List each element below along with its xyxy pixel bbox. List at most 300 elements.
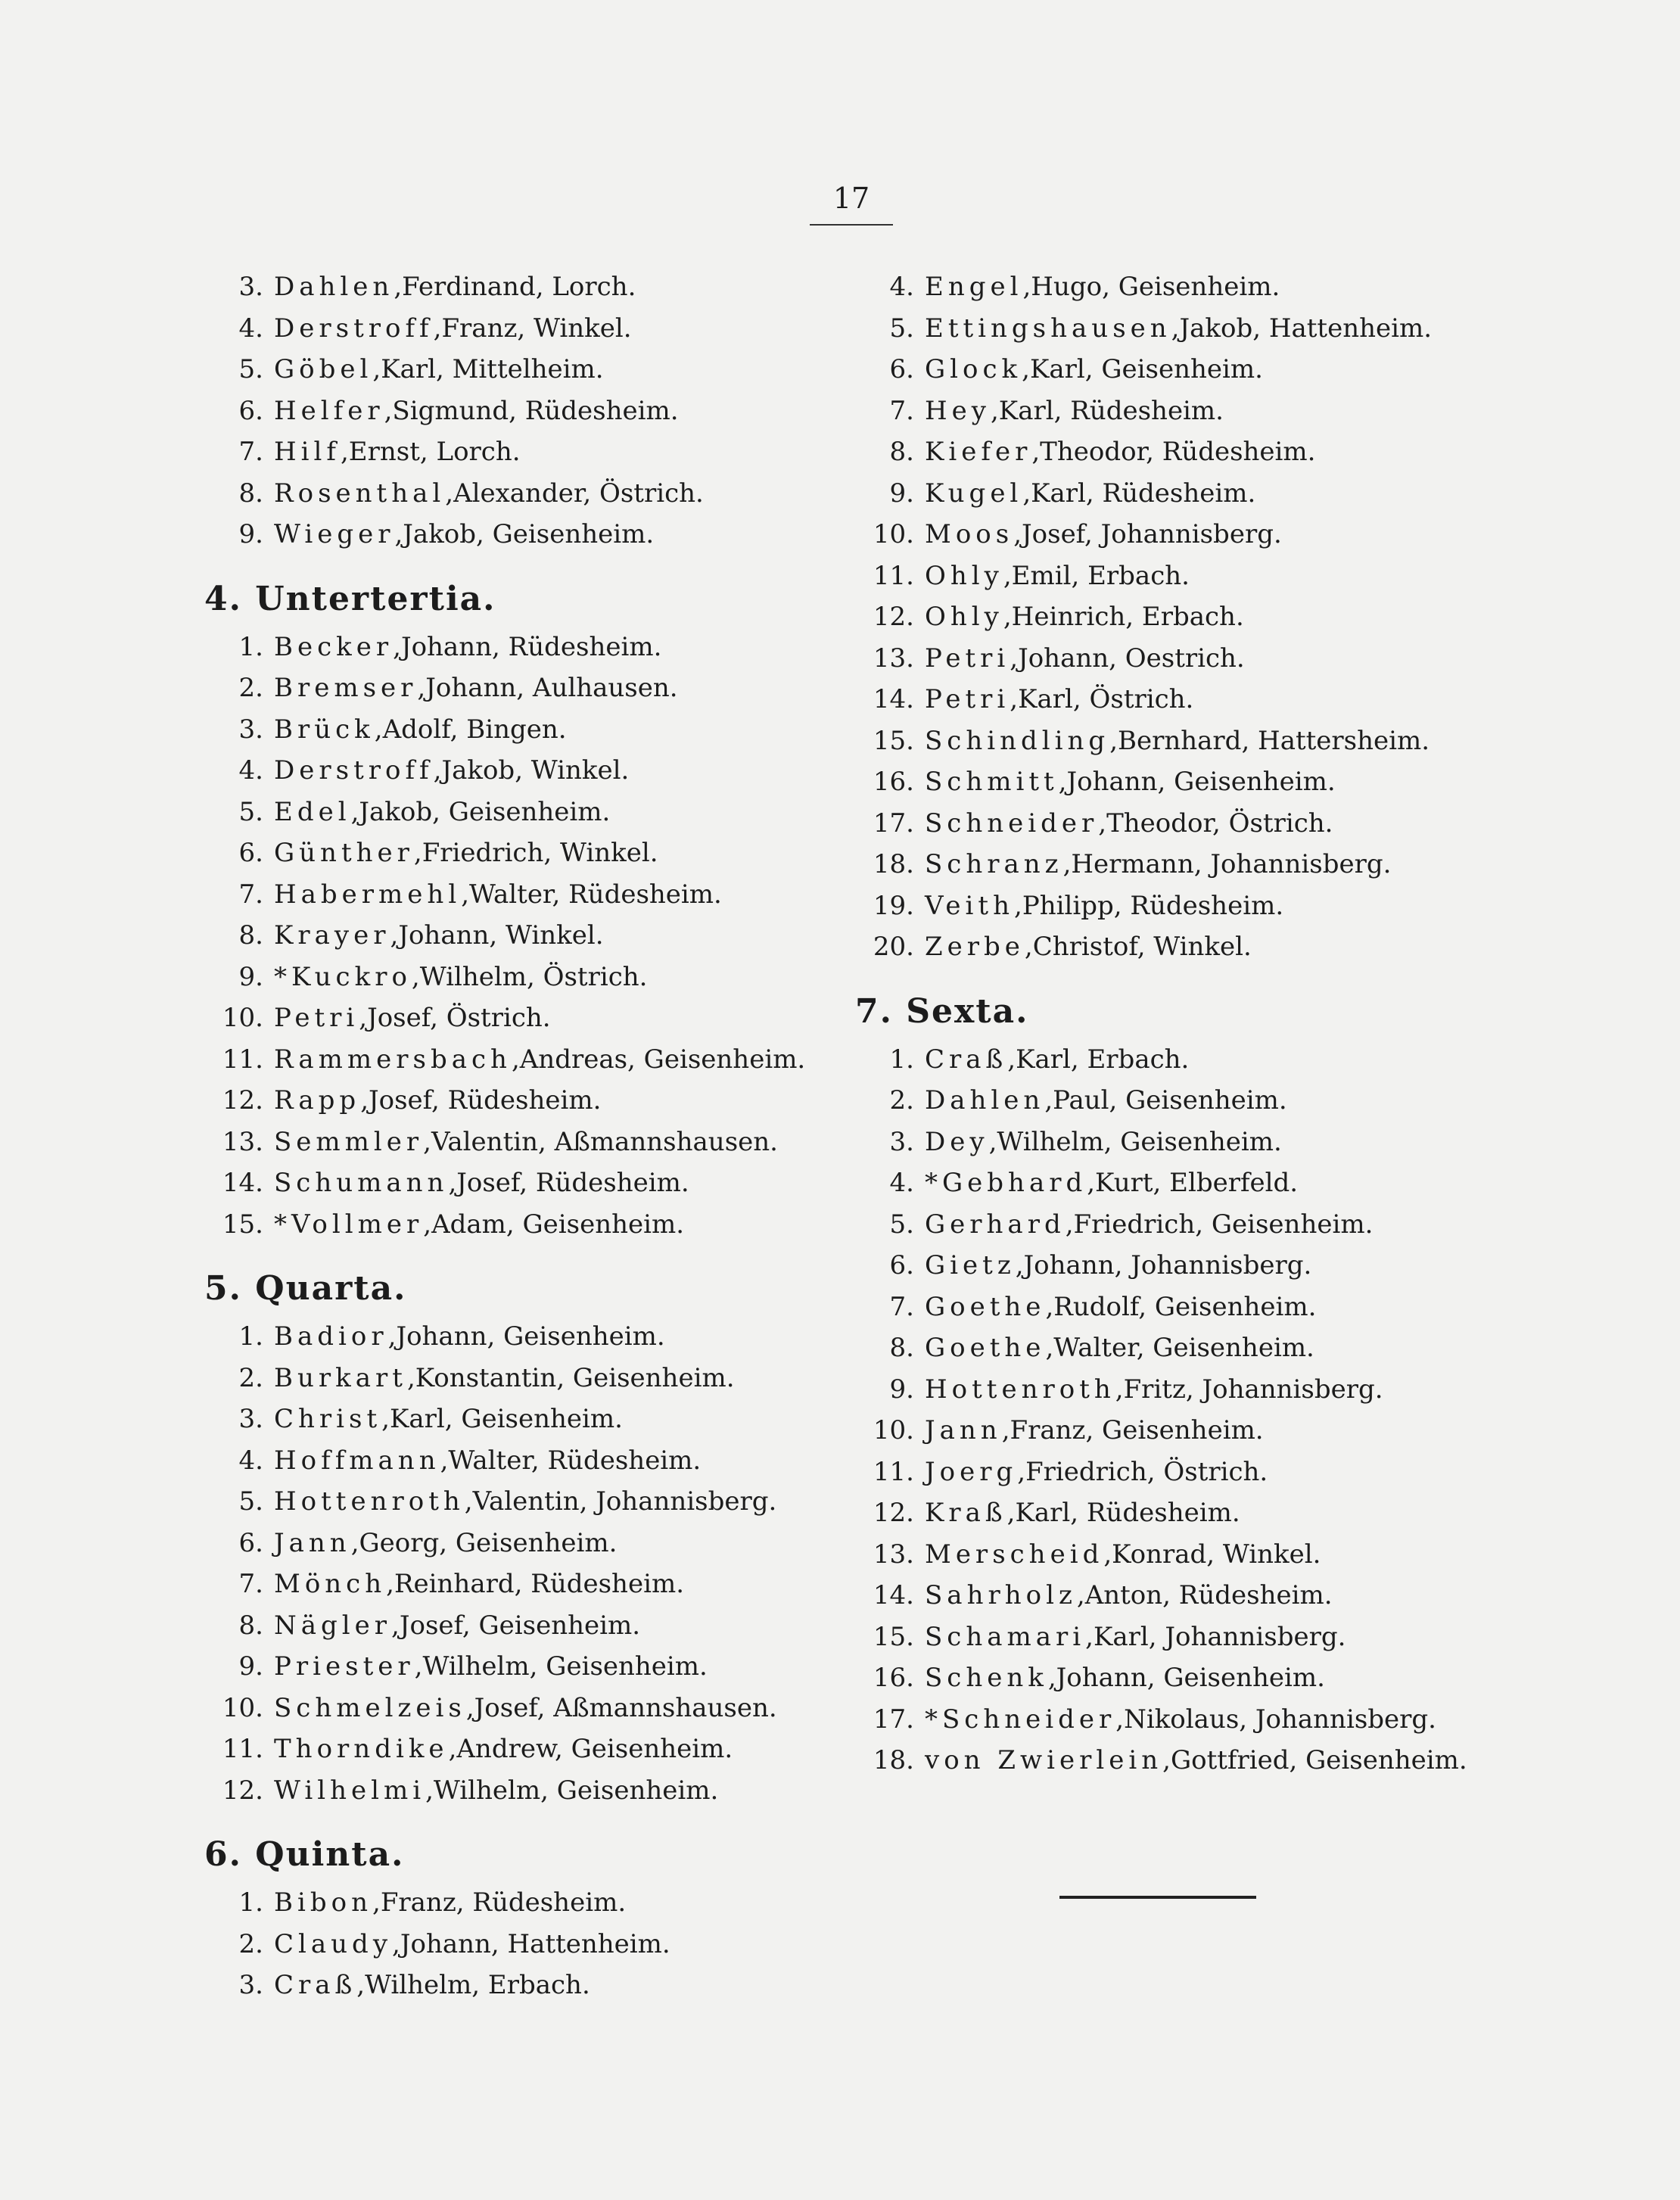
entry-number: 8. xyxy=(238,1610,263,1641)
student-given-name-and-town: Karl, Rüdesheim. xyxy=(1015,1498,1240,1528)
student-surname: Krayer xyxy=(274,920,390,951)
entry-number: 9. xyxy=(889,478,914,509)
separator: , xyxy=(1085,1621,1094,1652)
separator: , xyxy=(988,1126,997,1157)
entry-number: 1. xyxy=(238,1321,263,1352)
separator: , xyxy=(1022,478,1031,509)
student-given-name-and-town: Heinrich, Erbach. xyxy=(1011,602,1244,632)
entry-number: 11. xyxy=(222,1044,263,1075)
entry-number: 4. xyxy=(238,313,263,344)
separator: , xyxy=(413,838,422,868)
entry-number: 17. xyxy=(873,807,914,839)
student-given-name-and-town: Paul, Geisenheim. xyxy=(1053,1085,1287,1116)
separator: , xyxy=(340,437,349,467)
separator: , xyxy=(1045,1333,1054,1363)
student-surname: Schranz xyxy=(925,849,1063,879)
entry-number: 4. xyxy=(889,272,914,302)
separator: , xyxy=(1003,602,1012,632)
entry-number: 15. xyxy=(873,1621,914,1652)
student-surname: Petri xyxy=(925,684,1010,714)
separator: , xyxy=(1044,1085,1053,1116)
student-given-name-and-town: Franz, Winkel. xyxy=(441,313,632,344)
student-given-name-and-town: Karl, Geisenheim. xyxy=(389,1404,623,1434)
separator: , xyxy=(417,673,426,703)
student-entry xyxy=(204,1481,855,1523)
student-given-name-and-town: Josef, Aßmannshausen. xyxy=(474,1692,777,1723)
student-entry xyxy=(855,1410,1612,1452)
entry-number: 13. xyxy=(873,643,914,674)
entry-number: 10. xyxy=(222,1003,263,1033)
student-entry xyxy=(204,1122,855,1163)
student-entry xyxy=(855,514,1612,555)
student-surname: Dahlen xyxy=(925,1085,1045,1116)
student-surname: Becker xyxy=(274,631,394,662)
student-surname: Derstroff xyxy=(274,755,434,786)
separator: , xyxy=(386,1569,394,1599)
student-surname: Engel xyxy=(925,272,1023,302)
student-entry xyxy=(204,1688,855,1729)
entry-number: 2. xyxy=(238,1362,263,1393)
class-heading: 7. Sexta. xyxy=(855,991,1029,1031)
separator: , xyxy=(1013,519,1022,549)
student-given-name-and-town: Fritz, Johannisberg. xyxy=(1123,1374,1383,1405)
class-heading: 5. Quarta. xyxy=(204,1269,407,1308)
separator: , xyxy=(387,1321,397,1352)
student-surname: Hottenroth xyxy=(925,1374,1115,1405)
student-surname: Gietz xyxy=(925,1250,1016,1280)
class-heading: 6. Quinta. xyxy=(204,1835,405,1874)
student-given-name-and-town: Josef, Östrich. xyxy=(367,1003,551,1033)
student-surname: Wieger xyxy=(274,519,395,549)
student-given-name-and-town: Karl, Geisenheim. xyxy=(1029,354,1263,384)
entry-number: 10. xyxy=(873,519,914,549)
student-surname: Burkart xyxy=(274,1362,407,1393)
student-list xyxy=(204,1882,855,2006)
student-entry xyxy=(204,1080,855,1122)
student-surname: Veith xyxy=(925,890,1014,921)
entry-number: 12. xyxy=(222,1085,263,1116)
separator: , xyxy=(423,1126,431,1157)
student-given-name-and-town: Christof, Winkel. xyxy=(1032,932,1252,962)
student-given-name-and-town: Johann, Rüdesheim. xyxy=(400,631,662,662)
entry-number: 1. xyxy=(238,1887,263,1918)
student-given-name-and-town: Wilhelm, Geisenheim. xyxy=(433,1775,719,1806)
student-entry xyxy=(204,266,855,308)
student-given-name-and-town: Walter, Geisenheim. xyxy=(1053,1333,1314,1363)
student-surname: Kugel xyxy=(925,478,1023,509)
student-given-name-and-town: Philipp, Rüdesheim. xyxy=(1022,890,1284,921)
class-section-quinta xyxy=(204,1828,855,2006)
student-given-name-and-town: Karl, Rüdesheim. xyxy=(998,395,1224,426)
entry-number: 16. xyxy=(873,767,914,797)
separator: , xyxy=(1047,1663,1056,1693)
entry-number: 3. xyxy=(238,1404,263,1434)
student-given-name-and-town: Josef, Johannisberg. xyxy=(1022,519,1282,549)
student-surname: Glock xyxy=(925,354,1022,384)
student-given-name-and-town: Alexander, Östrich. xyxy=(453,478,704,509)
student-surname: Hilf xyxy=(274,437,341,467)
separator: , xyxy=(1014,890,1022,921)
entry-number: 11. xyxy=(873,560,914,591)
student-entry xyxy=(855,803,1612,845)
student-entry xyxy=(204,1523,855,1564)
entry-number: 3. xyxy=(238,1970,263,2000)
student-given-name-and-town: Jakob, Winkel. xyxy=(441,755,630,786)
separator: , xyxy=(1006,1498,1016,1528)
student-entry xyxy=(204,473,855,515)
separator: , xyxy=(394,519,403,549)
student-entry xyxy=(855,1287,1612,1328)
entry-number: 6. xyxy=(238,395,263,426)
student-surname: *Gebhard xyxy=(925,1168,1087,1198)
student-surname: Goethe xyxy=(925,1333,1046,1363)
student-entry xyxy=(855,431,1612,473)
student-given-name-and-town: Wilhelm, Geisenheim. xyxy=(997,1126,1282,1157)
student-entry xyxy=(204,1729,855,1770)
separator: , xyxy=(1022,354,1030,384)
student-surname: Gerhard xyxy=(925,1209,1066,1240)
separator: , xyxy=(445,478,454,509)
student-surname: Moos xyxy=(925,519,1014,549)
separator: , xyxy=(372,1887,381,1918)
student-surname: Hoffmann xyxy=(274,1445,440,1476)
separator: , xyxy=(372,354,381,384)
student-given-name-and-town: Reinhard, Rüdesheim. xyxy=(394,1569,685,1599)
separator: , xyxy=(423,1209,432,1240)
entry-number: 4. xyxy=(889,1168,914,1198)
entry-number: 14. xyxy=(873,684,914,714)
student-entry xyxy=(204,1564,855,1605)
class-section-continued xyxy=(855,266,1612,968)
student-entry xyxy=(855,391,1612,432)
student-given-name-and-town: Jakob, Hattenheim. xyxy=(1179,313,1433,344)
student-surname: Nägler xyxy=(274,1610,392,1641)
student-given-name-and-town: Karl, Erbach. xyxy=(1016,1044,1190,1075)
entry-number: 1. xyxy=(889,1044,914,1075)
entry-number: 2. xyxy=(889,1085,914,1116)
separator: , xyxy=(1103,1539,1112,1570)
student-surname: Badior xyxy=(274,1321,388,1352)
entry-number: 5. xyxy=(889,313,914,344)
student-surname: Schmitt xyxy=(925,767,1059,797)
entry-number: 7. xyxy=(889,395,914,426)
separator: , xyxy=(465,1692,474,1723)
entry-number: 20. xyxy=(873,932,914,962)
entry-number: 18. xyxy=(873,849,914,879)
student-entry xyxy=(855,1534,1612,1576)
student-surname: Mönch xyxy=(274,1569,387,1599)
student-surname: Christ xyxy=(274,1404,382,1434)
student-given-name-and-town: Andrew, Geisenheim. xyxy=(456,1734,733,1764)
class-heading: 4. Untertertia. xyxy=(204,579,496,618)
student-entry xyxy=(204,391,855,432)
separator: , xyxy=(394,272,403,302)
separator: , xyxy=(359,1003,368,1033)
student-entry xyxy=(204,997,855,1039)
student-surname: Bibon xyxy=(274,1887,372,1918)
student-given-name-and-town: Wilhelm, Östrich. xyxy=(419,961,648,992)
page-number: 17 xyxy=(832,182,870,215)
student-surname: Goethe xyxy=(925,1291,1046,1322)
entry-number: 3. xyxy=(238,714,263,745)
separator: , xyxy=(448,1168,457,1198)
student-surname: Göbel xyxy=(274,354,373,384)
student-surname: Ettingshausen xyxy=(925,313,1171,344)
entry-number: 11. xyxy=(873,1456,914,1487)
student-entry xyxy=(204,308,855,350)
entry-number: 6. xyxy=(238,838,263,868)
student-entry xyxy=(204,1965,855,2006)
student-entry xyxy=(855,555,1612,597)
closing-rule xyxy=(1059,1896,1256,1899)
student-given-name-and-town: Walter, Rüdesheim. xyxy=(469,879,722,910)
student-entry xyxy=(855,1575,1612,1617)
student-entry xyxy=(855,1039,1612,1081)
separator: , xyxy=(384,395,393,426)
student-entry xyxy=(855,1452,1612,1493)
entry-number: 16. xyxy=(873,1663,914,1693)
student-surname: Dey xyxy=(925,1126,989,1157)
separator: , xyxy=(1065,1209,1074,1240)
separator: , xyxy=(1001,1415,1010,1445)
student-entry xyxy=(855,1617,1612,1658)
entry-number: 4. xyxy=(238,755,263,786)
entry-number: 2. xyxy=(238,673,263,703)
entry-number: 6. xyxy=(889,354,914,384)
student-surname: Rammersbach xyxy=(274,1044,512,1075)
separator: , xyxy=(1003,560,1012,591)
class-section-quarta xyxy=(204,1262,855,1811)
student-given-name-and-town: Anton, Rüdesheim. xyxy=(1084,1580,1333,1610)
student-surname: Craß xyxy=(274,1970,357,2000)
separator: , xyxy=(1098,807,1107,839)
entry-number: 12. xyxy=(873,602,914,632)
separator: , xyxy=(392,1928,400,1959)
student-surname: Priester xyxy=(274,1651,415,1682)
student-surname: Günther xyxy=(274,838,414,868)
separator: , xyxy=(1058,767,1067,797)
separator: , xyxy=(433,755,442,786)
student-given-name-and-town: Johann, Geisenheim. xyxy=(1056,1663,1325,1693)
separator: , xyxy=(1010,643,1019,674)
student-given-name-and-town: Theodor, Rüdesheim. xyxy=(1040,437,1316,467)
separator: , xyxy=(350,1527,359,1558)
entry-number: 17. xyxy=(873,1704,914,1735)
student-entry xyxy=(855,1327,1612,1369)
student-entry xyxy=(204,1162,855,1204)
entry-number: 12. xyxy=(222,1775,263,1806)
entry-number: 7. xyxy=(889,1291,914,1322)
entry-number: 9. xyxy=(889,1374,914,1405)
student-entry xyxy=(855,638,1612,680)
student-entry xyxy=(855,308,1612,350)
student-entry xyxy=(204,627,855,668)
student-entry xyxy=(855,1245,1612,1287)
student-given-name-and-town: Ferdinand, Lorch. xyxy=(402,272,636,302)
student-entry xyxy=(855,1122,1612,1163)
entry-number: 7. xyxy=(238,879,263,910)
student-surname: Petri xyxy=(925,643,1010,674)
student-given-name-and-town: Friedrich, Geisenheim. xyxy=(1073,1209,1374,1240)
student-given-name-and-town: Johann, Geisenheim. xyxy=(396,1321,665,1352)
student-list xyxy=(204,1316,855,1811)
entry-number: 3. xyxy=(238,272,263,302)
student-given-name-and-town: Rudolf, Geisenheim. xyxy=(1053,1291,1317,1322)
student-entry xyxy=(204,1924,855,1965)
student-surname: Rapp xyxy=(274,1085,361,1116)
student-entry xyxy=(855,926,1612,968)
student-given-name-and-town: Karl, Östrich. xyxy=(1018,684,1194,714)
student-given-name-and-town: Johann, Winkel. xyxy=(398,920,604,951)
entry-number: 4. xyxy=(238,1445,263,1476)
student-list xyxy=(855,1039,1612,1781)
student-surname: Hottenroth xyxy=(274,1486,465,1517)
student-given-name-and-town: Adam, Geisenheim. xyxy=(431,1209,685,1240)
separator: , xyxy=(1162,1745,1171,1775)
student-entry xyxy=(855,1162,1612,1204)
entry-number: 19. xyxy=(873,890,914,921)
class-section-untertertia xyxy=(204,572,855,1246)
separator: , xyxy=(1171,313,1180,344)
separator: , xyxy=(1045,1291,1054,1322)
student-surname: Claudy xyxy=(274,1928,393,1959)
entry-number: 8. xyxy=(889,1333,914,1363)
separator: , xyxy=(1062,849,1072,879)
student-given-name-and-town: Valentin, Aßmannshausen. xyxy=(431,1126,778,1157)
student-surname: Petri xyxy=(274,1003,359,1033)
student-surname: Merscheid xyxy=(925,1539,1104,1570)
entry-number: 2. xyxy=(238,1928,263,1959)
separator: , xyxy=(440,1445,449,1476)
student-surname: Jann xyxy=(274,1527,351,1558)
entry-number: 18. xyxy=(873,1745,914,1775)
separator: , xyxy=(406,1362,415,1393)
student-surname: Kraß xyxy=(925,1498,1007,1528)
separator: , xyxy=(350,796,359,827)
entry-number: 13. xyxy=(222,1126,263,1157)
student-entry xyxy=(204,1358,855,1399)
student-surname: *Vollmer xyxy=(274,1209,424,1240)
student-surname: Schenk xyxy=(925,1663,1048,1693)
separator: , xyxy=(391,1610,400,1641)
separator: , xyxy=(433,313,442,344)
student-entry xyxy=(855,1080,1612,1122)
student-surname: Ohly xyxy=(925,560,1003,591)
student-entry xyxy=(855,1699,1612,1741)
separator: , xyxy=(356,1970,366,2000)
separator: , xyxy=(1115,1374,1124,1405)
student-surname: von Zwierlein xyxy=(925,1745,1163,1775)
student-given-name-and-town: Valentin, Johannisberg. xyxy=(472,1486,777,1517)
student-entry xyxy=(855,761,1612,803)
student-surname: Sahrholz xyxy=(925,1580,1077,1610)
student-given-name-and-town: Johann, Geisenheim. xyxy=(1066,767,1336,797)
student-surname: Habermehl xyxy=(274,879,462,910)
student-given-name-and-town: Josef, Rüdesheim. xyxy=(369,1085,602,1116)
student-entry xyxy=(204,709,855,751)
student-given-name-and-town: Adolf, Bingen. xyxy=(382,714,567,745)
entry-number: 9. xyxy=(238,1651,263,1682)
student-entry xyxy=(855,844,1612,885)
student-surname: Schumann xyxy=(274,1168,449,1198)
entry-number: 6. xyxy=(889,1250,914,1280)
separator: , xyxy=(393,631,401,662)
student-surname: Semmler xyxy=(274,1126,424,1157)
student-surname: Wilhelmi xyxy=(274,1775,426,1806)
student-surname: Edel xyxy=(274,796,351,827)
student-entry xyxy=(855,1492,1612,1534)
student-entry xyxy=(855,1204,1612,1246)
entry-number: 8. xyxy=(238,478,263,509)
separator: , xyxy=(461,879,470,910)
student-given-name-and-town: Bernhard, Hattersheim. xyxy=(1118,725,1430,756)
student-entry xyxy=(204,874,855,916)
right-column xyxy=(855,266,1612,1781)
student-surname: Schamari xyxy=(925,1621,1086,1652)
student-surname: Schindling xyxy=(925,725,1110,756)
entry-number: 14. xyxy=(873,1580,914,1610)
student-surname: *Schneider xyxy=(925,1704,1116,1735)
entry-number: 8. xyxy=(238,920,263,951)
student-surname: Jann xyxy=(925,1415,1002,1445)
student-given-name-and-town: Nikolaus, Johannisberg. xyxy=(1124,1704,1436,1735)
separator: , xyxy=(390,920,399,951)
separator: , xyxy=(425,1775,434,1806)
student-entry xyxy=(204,1605,855,1647)
separator: , xyxy=(1031,437,1041,467)
student-surname: Helfer xyxy=(274,395,384,426)
student-entry xyxy=(855,1740,1612,1781)
student-surname: *Kuckro xyxy=(274,961,412,992)
student-given-name-and-town: Franz, Geisenheim. xyxy=(1010,1415,1264,1445)
student-entry xyxy=(204,957,855,998)
student-given-name-and-town: Konrad, Winkel. xyxy=(1112,1539,1321,1570)
student-entry xyxy=(855,679,1612,720)
student-surname: Schmelzeis xyxy=(274,1692,466,1723)
separator: , xyxy=(1010,684,1019,714)
student-surname: Bremser xyxy=(274,673,418,703)
student-entry xyxy=(204,1316,855,1358)
student-surname: Dahlen xyxy=(274,272,394,302)
student-list xyxy=(204,266,855,555)
student-given-name-and-town: Friedrich, Winkel. xyxy=(422,838,658,868)
entry-number: 14. xyxy=(222,1168,263,1198)
entry-number: 7. xyxy=(238,1569,263,1599)
student-given-name-and-town: Jakob, Geisenheim. xyxy=(359,796,611,827)
page-number-rule xyxy=(810,224,893,226)
class-section-sexta xyxy=(855,985,1612,1781)
entry-number: 8. xyxy=(889,437,914,467)
entry-number: 15. xyxy=(222,1209,263,1240)
student-entry xyxy=(204,1770,855,1812)
student-given-name-and-town: Jakob, Geisenheim. xyxy=(403,519,655,549)
entry-number: 13. xyxy=(873,1539,914,1570)
student-surname: Rosenthal xyxy=(274,478,446,509)
student-given-name-and-town: Johann, Oestrich. xyxy=(1018,643,1245,674)
student-given-name-and-town: Karl, Rüdesheim. xyxy=(1031,478,1256,509)
student-given-name-and-town: Josef, Geisenheim. xyxy=(399,1610,641,1641)
student-entry xyxy=(204,832,855,874)
class-section-continued xyxy=(204,266,855,555)
student-entry xyxy=(855,266,1612,308)
entry-number: 15. xyxy=(873,725,914,756)
entry-number: 7. xyxy=(238,437,263,467)
student-entry xyxy=(855,885,1612,927)
student-entry xyxy=(204,915,855,957)
student-surname: Zerbe xyxy=(925,932,1025,962)
entry-number: 6. xyxy=(238,1527,263,1558)
student-given-name-and-town: Hermann, Johannisberg. xyxy=(1071,849,1392,879)
